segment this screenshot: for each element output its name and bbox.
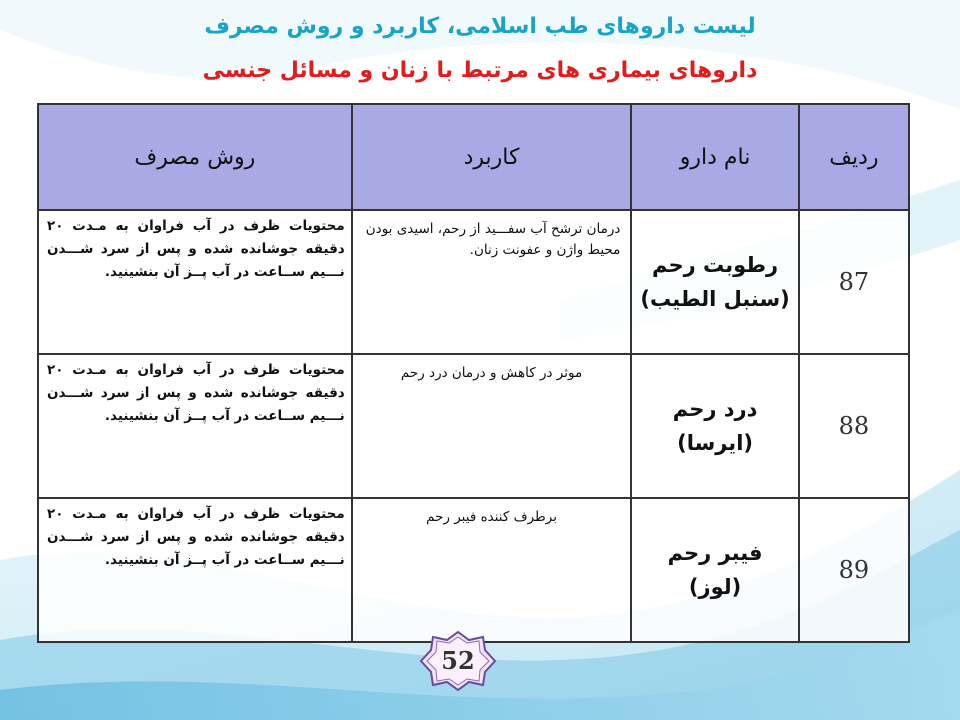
drug-method: محتویات ظرف در آب فراوان به مـدت ۲۰ دقیقه جوشانده شده و پس از سرد شـــدن نـــیم ســاعت در آب پــز آن بنشینید. bbox=[38, 498, 352, 642]
drug-name bbox=[631, 498, 798, 642]
drug-name-line2: (سنبل الطیب) bbox=[640, 287, 790, 311]
slide-title: لیست داروهای طب اسلامی، کاربرد و روش مصرف bbox=[204, 14, 756, 39]
drug-name-line1: فیبر رحم bbox=[667, 541, 763, 565]
drug-use: موثر در کاهش و درمان درد رحم bbox=[352, 354, 632, 498]
slide-subtitle: داروهای بیماری های مرتبط با زنان و مسائل جنسی bbox=[202, 58, 758, 83]
drug-method: محتویات ظرف در آب فراوان به مـدت ۲۰ دقیقه جوشانده شده و پس از سرد شـــدن نـــیم ســاعت در آب پــز آن بنشینید. bbox=[38, 354, 352, 498]
drug-method: محتویات ظرف در آب فراوان به مـدت ۲۰ دقیقه جوشانده شده و پس از سرد شـــدن نـــیم ســاعت در آب پــز آن بنشینید. bbox=[38, 210, 352, 354]
drug-name-line2: (ایرسا) bbox=[677, 431, 753, 455]
row-number: 89 bbox=[799, 498, 909, 642]
row-number: 87 bbox=[799, 210, 909, 354]
drug-name bbox=[631, 354, 798, 498]
drug-use: برطرف کننده فیبر رحم bbox=[352, 498, 632, 642]
header-num: ردیف bbox=[799, 104, 909, 210]
drug-use: درمان ترشح آب سفـــید از رحم، اسیدی بودن محیط واژن و عفونت زنان. bbox=[352, 210, 632, 354]
header-use: کاربرد bbox=[352, 104, 632, 210]
drug-table bbox=[37, 103, 910, 643]
table-row bbox=[38, 354, 909, 498]
drug-name-line1: درد رحم bbox=[672, 397, 758, 421]
table-row bbox=[38, 498, 909, 642]
table-header-row bbox=[38, 104, 909, 210]
drug-name-line1: رطوبت رحم bbox=[651, 253, 779, 277]
header-name: نام دارو bbox=[631, 104, 798, 210]
drug-name bbox=[631, 210, 798, 354]
drug-name-line2: (لوز) bbox=[688, 575, 742, 599]
page-number: 52 bbox=[441, 646, 475, 675]
header-method: روش مصرف bbox=[38, 104, 352, 210]
table-row bbox=[38, 210, 909, 354]
row-number: 88 bbox=[799, 354, 909, 498]
